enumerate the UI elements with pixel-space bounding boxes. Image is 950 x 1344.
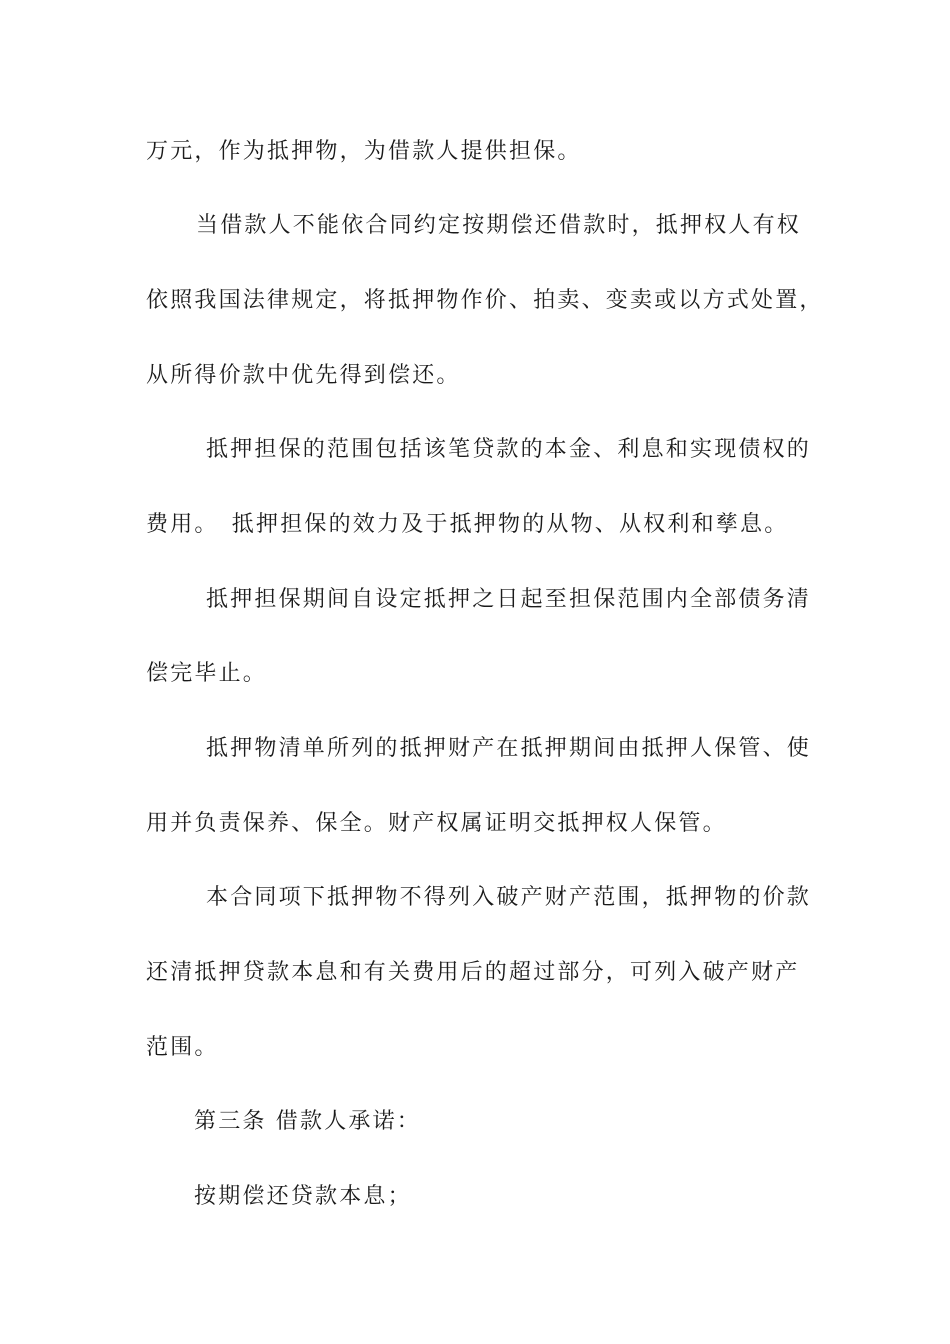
paragraph-line: 用并负责保养、保全。财产权属证明交抵押权人保管。	[146, 811, 727, 836]
paragraph-line: 抵押担保期间自设定抵押之日起至担保范围内全部债务清	[206, 587, 812, 612]
paragraph-line: 当借款人不能依合同约定按期偿还借款时，抵押权人有权	[196, 213, 802, 238]
paragraph-line: 抵押物清单所列的抵押财产在抵押期间由抵押人保管、使	[206, 736, 812, 761]
paragraph-line: 万元，作为抵押物，为借款人提供担保。	[146, 139, 582, 164]
paragraph-line: 费用。 抵押担保的效力及于抵押物的从物、从权利和孳息。	[146, 512, 789, 537]
paragraph-line: 还清抵押贷款本息和有关费用后的超过部分，可列入破产财产	[146, 960, 800, 985]
paragraph-line: 本合同项下抵押物不得列入破产财产范围，抵押物的价款	[206, 885, 812, 910]
paragraph-line: 偿完毕止。	[146, 661, 268, 686]
paragraph-line: 依照我国法律规定，将抵押物作价、拍卖、变卖或以方式处置，	[146, 288, 824, 313]
paragraph-line: 抵押担保的范围包括该笔贷款的本金、利息和实现债权的	[206, 437, 812, 462]
section-heading: 第三条 借款人承诺：	[194, 1109, 421, 1134]
paragraph-line: 从所得价款中优先得到偿还。	[146, 363, 461, 388]
paragraph-line: 范围。	[146, 1035, 219, 1060]
paragraph-line: 按期偿还贷款本息；	[194, 1184, 412, 1209]
